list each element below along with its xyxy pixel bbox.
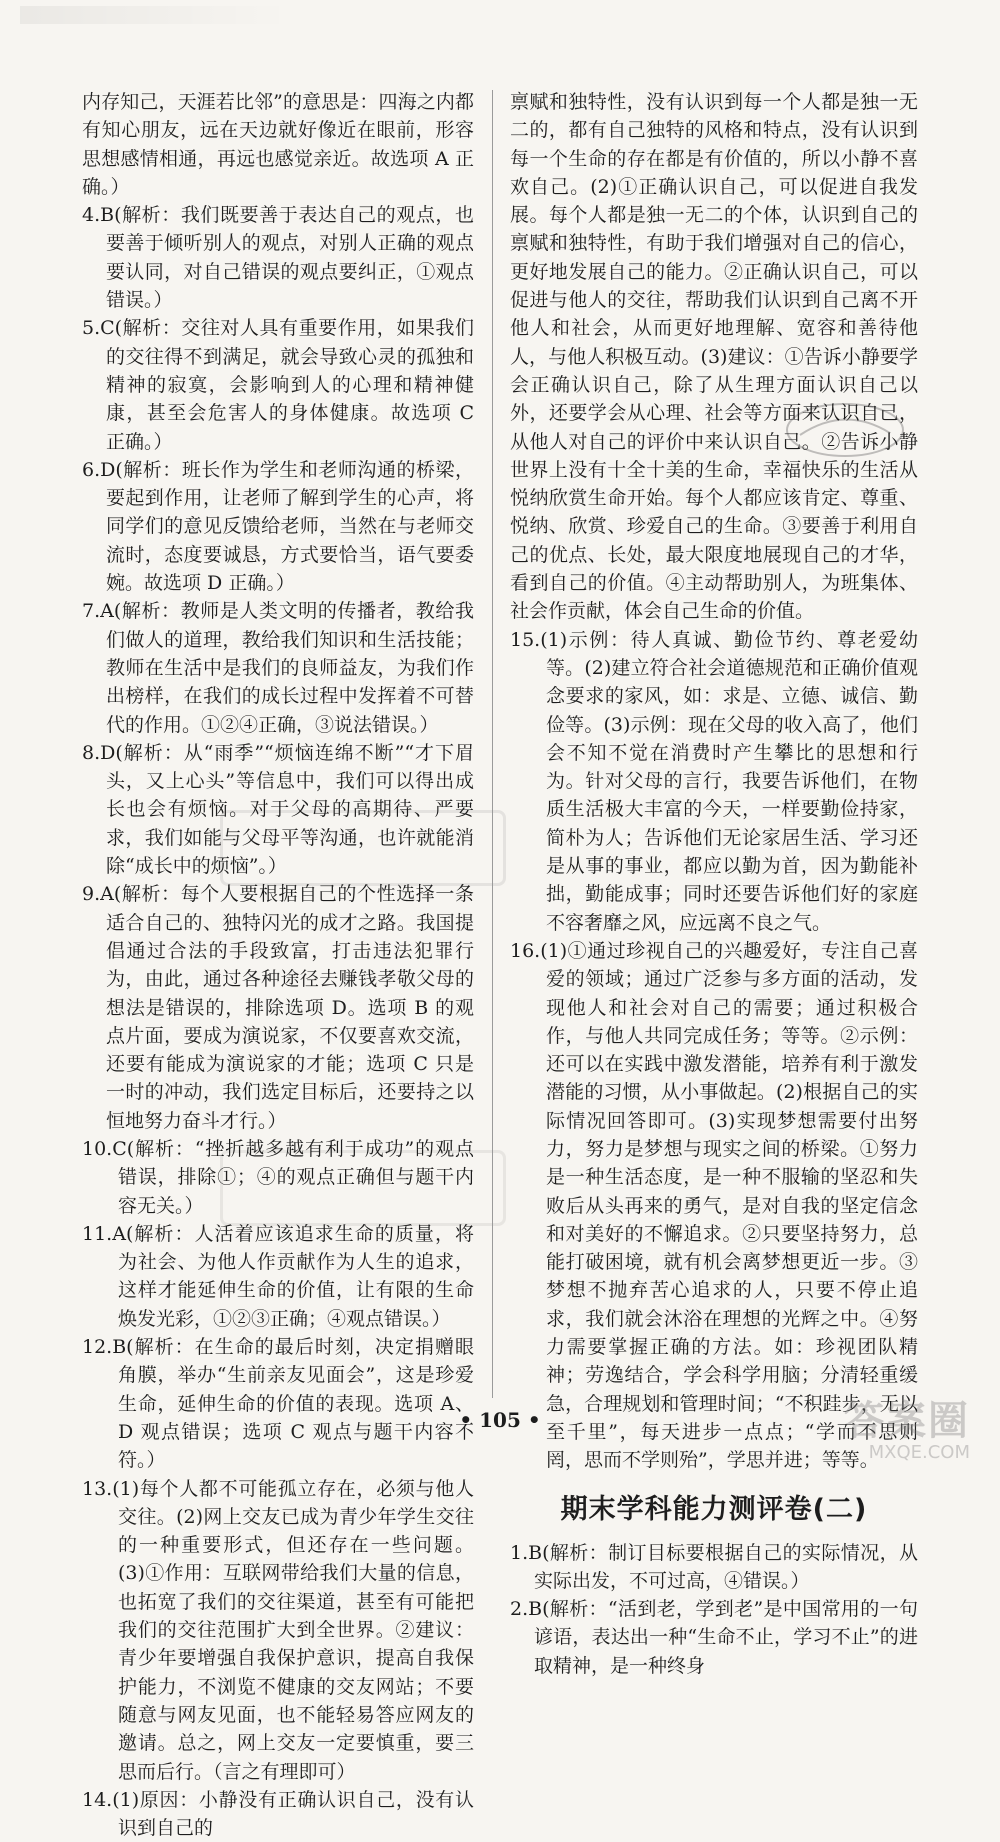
answer-paragraph: 内存知己，天涯若比邻”的意思是：四海之内都有知心朋友，远在天边就好像近在眼前，形容思想感情相通，再远也感觉亲近。故选项 A 正确。） <box>82 91 474 198</box>
answer-paragraph: 15.(1)示例：待人真诚、勤俭节约、尊老爱幼等。(2)建立符合社会道德规范和正确价值观念要求的家风，如：求是、立德、诚信、勤俭等。(3)示例：现在父母的收入高了，他们会不知不觉在消费时产生攀比的思想和行为。针对父母的言行，我要告诉他们，在物质生活极大丰富的今天，一样要勤俭持家，简朴为人；告诉他们无论家居生活、学习还是从事的事业，都应以勤为首，因为勤能补拙，勤能成事；同时还要告诉他们好的家庭不容奢靡之风，应远离不良之气。 <box>510 628 918 934</box>
answer-paragraph: 1.B(解析：制订目标要根据自己的实际情况，从实际出发，不可过高，④错误。） <box>510 1541 918 1592</box>
watermark-logo: 答案圈 <box>844 1398 970 1444</box>
answer-paragraph: 12.B(解析：在生命的最后时刻，决定捐赠眼角膜，举办“生前亲友见面会”，这是珍爱生命，延伸生命的价值的表现。选项 A、D 观点错误；选项 C 观点与题干内容不符。） <box>82 1336 474 1472</box>
answer-paragraph: 4.B(解析：我们既要善于表达自己的观点，也要善于倾听别人的观点，对别人正确的观点要认同，对自己错误的观点要纠正，①观点错误。） <box>82 204 474 312</box>
answer-paragraph: 6.D(解析：班长作为学生和老师沟通的桥梁，要起到作用，让老师了解到学生的心声，将同学们的意见反馈给老师，当然在与老师交流时，态度要诚恳，方式要恰当，语气要委婉。故选项 D 正确。） <box>82 458 474 595</box>
answer-paragraph: 禀赋和独特性，没有认识到每一个人都是独一无二的，都有自己独特的风格和特点，没有认识到每一个生命的存在都是有价值的，所以小静不喜欢自己。(2)①正确认识自己，可以促进自我发展。每个人都是独一无二的个体，认识到自己的禀赋和独特性，有助于我们增强对自己的信心，更好地发展自己的能力。②正确认识自己，可以促进与他人的交往，帮助我们认识到自己离不开他人和社会，从而更好地理解、宽容和善待他人，与他人积极互动。(3)建议：①告诉小静要学会正确认识自己，除了从生理方面认识自己以外，还要学会从心理、社会等方面来认识自己，从他人对自己的评价中来认识自己。②告诉小静世界上没有十全十美的生命，幸福快乐的生活从悦纳欣赏生命开始。每个人都应该肯定、尊重、悦纳、欣赏、珍爱自己的生命。③要善于利用自己的优点、长处，最大限度地展现自己的才华，看到自己的价值。④主动帮助别人，为班集体、社会作贡献，体会自己生命的价值。 <box>510 91 918 623</box>
answer-paragraph: 2.B(解析：“活到老，学到老”是中国常用的一句谚语，表达出一种“生命不止，学习不止”的进取精神，是一种终身 <box>510 1598 918 1677</box>
left-column <box>82 88 474 1842</box>
section-items <box>510 1539 918 1680</box>
answer-paragraph: 13.(1)每个人都不可能孤立存在，必须与他人交往。(2)网上交友已成为青少年学生交往的一种重要形式，但还存在一些问题。(3)①作用：互联网带给我们大量的信息，也拓宽了我们的交往渠道，甚至有可能把我们的交往范围扩大到全世界。②建议：青少年要增强自我保护意识，提高自我保护能力，不浏览不健康的交友网站；不要随意与网友见面，也不能轻易答应网友的邀请。总之，网上交友一定要慎重，要三思而后行。（言之有理即可） <box>82 1477 474 1783</box>
answer-paragraph: 7.A(解析：教师是人类文明的传播者，教给我们做人的道理，教给我们知识和生活技能；教师在生活中是我们的良师益友，为我们作出榜样，在我们的成长过程中发挥着不可替代的作用。①②④正确，③说法错误。） <box>82 600 474 736</box>
column-divider <box>492 90 493 1398</box>
answer-paragraph: 5.C(解析：交往对人具有重要作用，如果我们的交往得不到满足，就会导致心灵的孤独和精神的寂寞，会影响到人的心理和精神健康，甚至会危害人的身体健康。故选项 C 正确。） <box>82 317 474 453</box>
answer-paragraph: 9.A(解析：每个人要根据自己的个性选择一条适合自己的、独特闪光的成才之路。我国提倡通过合法的手段致富，打击违法犯罪行为，由此，通过各种途径去赚钱孝敬父母的想法是错误的，排除选项 D。选项 B 的观点片面，要成为演说家，不仅要喜欢交流，还要有能成为演说家的才能；选项 C 只是一时的冲动，我们选定目标后，还要持之以恒地努力奋斗才行。） <box>82 883 474 1132</box>
scan-edge <box>20 6 290 24</box>
answer-paragraph: 14.(1)原因：小静没有正确认识自己，没有认识到自己的 <box>82 1788 474 1840</box>
right-paragraphs <box>510 88 918 1475</box>
section-title: 期末学科能力测评卷(二) <box>560 1493 868 1525</box>
watermark-url: MXQE.COM <box>868 1442 970 1463</box>
answer-paragraph: 16.(1)①通过珍视自己的兴趣爱好，专注自己喜爱的领域；通过广泛参与多方面的活动，发现他人和社会对自己的需要；通过积极合作，与他人共同完成任务；等等。②示例：还可以在实践中激发潜能，培养有利于激发潜能的习惯，从小事做起。(2)根据自己的实际情况回答即可。(3)实现梦想需要付出努力，努力是梦想与现实之间的桥梁。①努力是一种生活态度，是一种不服输的坚忍和失败后从头再来的勇气，是对自我的坚定信念和对美好的不懈追求。②只要坚持努力，总能打破困境，就有机会离梦想更近一步。③梦想不抛弃苦心追求的人，只要不停止追求，我们就会沐浴在理想的光辉之中。④努力需要掌握正确的方法。如：珍视团队精神；劳逸结合，学会科学用脑；分清轻重缓急，合理规划和管理时间；“不积跬步，无以至千里”，每天进步一点点；“学而不思则罔，思而不学则殆”，学思并进；等等。 <box>510 939 918 1472</box>
answer-paragraph: 11.A(解析：人活着应该追求生命的质量，将为社会、为他人作贡献作为人生的追求，这样才能延伸生命的价值，让有限的生命焕发光彩，①②③正确；④观点错误。） <box>82 1222 474 1330</box>
answer-paragraph: 8.D(解析：从“雨季”“烦恼连绵不断”“才下眉头，又上心头”等信息中，我们可以得出成长也会有烦恼。对于父母的高期待、严要求，我们如能与父母平等沟通，也许就能消除“成长中的烦恼”。） <box>82 741 474 878</box>
page-number: • 105 • <box>459 1408 541 1432</box>
site-watermark <box>800 1399 970 1463</box>
answer-paragraph: 10.C(解析：“挫折越多越有利于成功”的观点错误，排除①；④的观点正确但与题干内容无关。） <box>82 1137 474 1217</box>
